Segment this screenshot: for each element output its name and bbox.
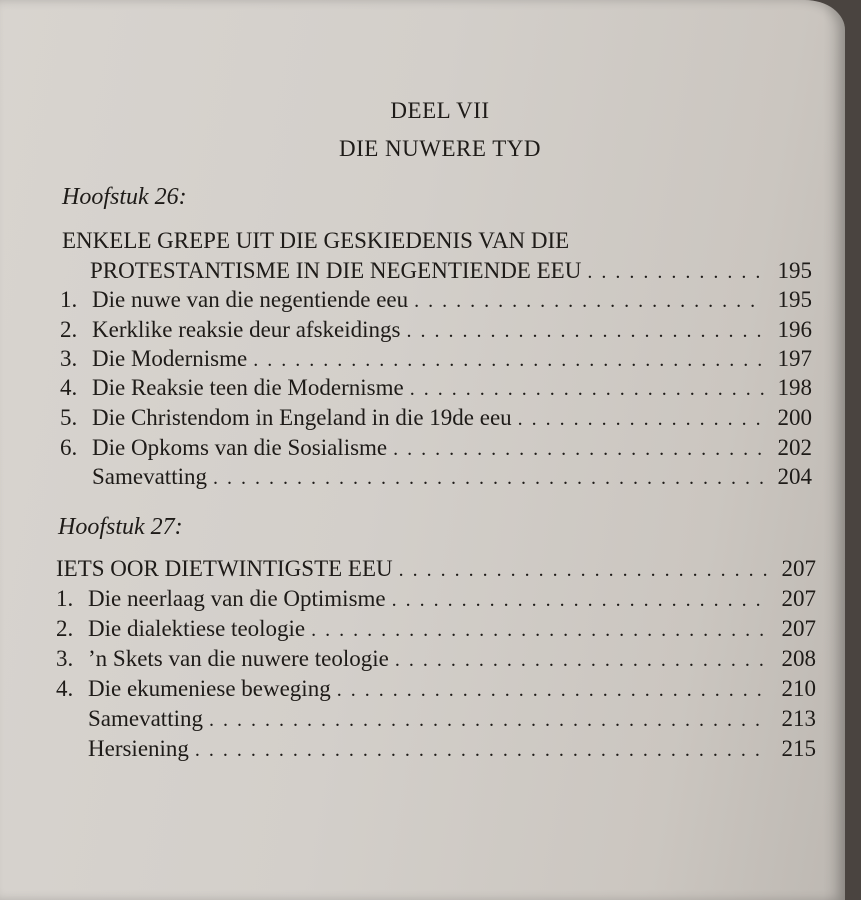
page-number: 207	[781, 556, 816, 581]
page-number: 207	[781, 586, 816, 611]
leader-dots	[213, 467, 764, 490]
entry-title: Die ekumeniese beweging	[88, 676, 331, 701]
entry-title: Die nuwe van die negentiende eeu	[92, 287, 409, 312]
entry-number: 4.	[60, 375, 78, 400]
toc-entry	[56, 646, 816, 674]
page-number: 204	[777, 464, 812, 489]
toc-entry	[60, 405, 812, 433]
toc-entry	[88, 706, 816, 734]
toc-entry	[56, 586, 816, 614]
entry-title: Die Christendom in Engeland in die 19de eeu	[92, 405, 512, 430]
leader-dots	[337, 679, 768, 702]
toc-entry	[56, 676, 816, 704]
page-number: 213	[781, 706, 816, 731]
chapter-27-heading: IETS OOR DIETWINTIGSTE EEU	[56, 556, 393, 581]
chapter-27-heading-entry	[56, 556, 816, 584]
toc-entry	[60, 287, 812, 315]
page-number: 202	[777, 435, 812, 460]
entry-number: 3.	[60, 346, 78, 371]
entry-title: Die dialektiese teologie	[88, 616, 306, 641]
entry-number: 2.	[56, 616, 74, 641]
toc-entry	[88, 736, 816, 764]
page-number: 207	[781, 616, 816, 641]
leader-dots	[587, 261, 764, 284]
page-number: 200	[777, 405, 812, 430]
entry-title: Kerklike reaksie deur afskeidings	[92, 317, 401, 342]
toc-entry	[60, 375, 812, 403]
chapter-26-label: Hoofstuk 26:	[62, 184, 187, 210]
leader-dots	[392, 589, 768, 612]
entry-number: 1.	[56, 586, 74, 611]
leader-dots	[399, 559, 768, 582]
leader-dots	[311, 619, 768, 642]
entry-title: Die Opkoms van die Sosialisme	[92, 435, 388, 460]
leader-dots	[209, 709, 768, 732]
toc-entry	[56, 616, 816, 644]
part-number: DEEL VII	[390, 98, 490, 123]
leader-dots	[414, 290, 764, 313]
page-number: 208	[781, 646, 816, 671]
entry-title: Die neerlaag van die Optimisme	[88, 586, 386, 611]
toc-entry	[60, 435, 812, 463]
leader-dots	[393, 438, 764, 461]
entry-title: Die Reaksie teen die Modernisme	[92, 375, 404, 400]
page-number: 195	[777, 287, 812, 312]
entry-number: 6.	[60, 435, 78, 460]
entry-number: 2.	[60, 317, 78, 342]
chapter-26-heading-entry	[90, 258, 812, 286]
page-number: 195	[777, 258, 812, 283]
leader-dots	[406, 320, 764, 343]
page-number: 198	[777, 375, 812, 400]
toc-entry	[92, 464, 812, 492]
entry-title: Die Modernisme	[92, 346, 248, 371]
page-number: 215	[781, 736, 816, 761]
toc-entry	[60, 346, 812, 374]
leader-dots	[518, 408, 764, 431]
entry-title: Hersiening	[88, 736, 189, 761]
page-number: 196	[777, 317, 812, 342]
page-number: 197	[777, 346, 812, 371]
part-title: DIE NUWERE TYD	[338, 136, 542, 161]
chapter-27-label: Hoofstuk 27:	[58, 514, 183, 540]
page-number: 210	[781, 676, 816, 701]
entry-number: 4.	[56, 676, 74, 701]
leader-dots	[410, 378, 764, 401]
chapter-26-heading-line2: PROTESTANTISME IN DIE NEGENTIENDE EEU	[90, 258, 582, 283]
entry-title: ’n Skets van die nuwere teologie	[88, 646, 389, 671]
leader-dots	[253, 349, 764, 372]
toc-entry	[60, 317, 812, 345]
leader-dots	[395, 649, 768, 672]
entry-number: 1.	[60, 287, 78, 312]
entry-number: 3.	[56, 646, 74, 671]
entry-title: Samevatting	[92, 464, 207, 489]
leader-dots	[195, 739, 768, 762]
chapter-26-heading-line1: ENKELE GREPE UIT DIE GESKIEDENIS VAN DIE	[62, 228, 570, 253]
entry-number: 5.	[60, 405, 78, 430]
entry-title: Samevatting	[88, 706, 203, 731]
